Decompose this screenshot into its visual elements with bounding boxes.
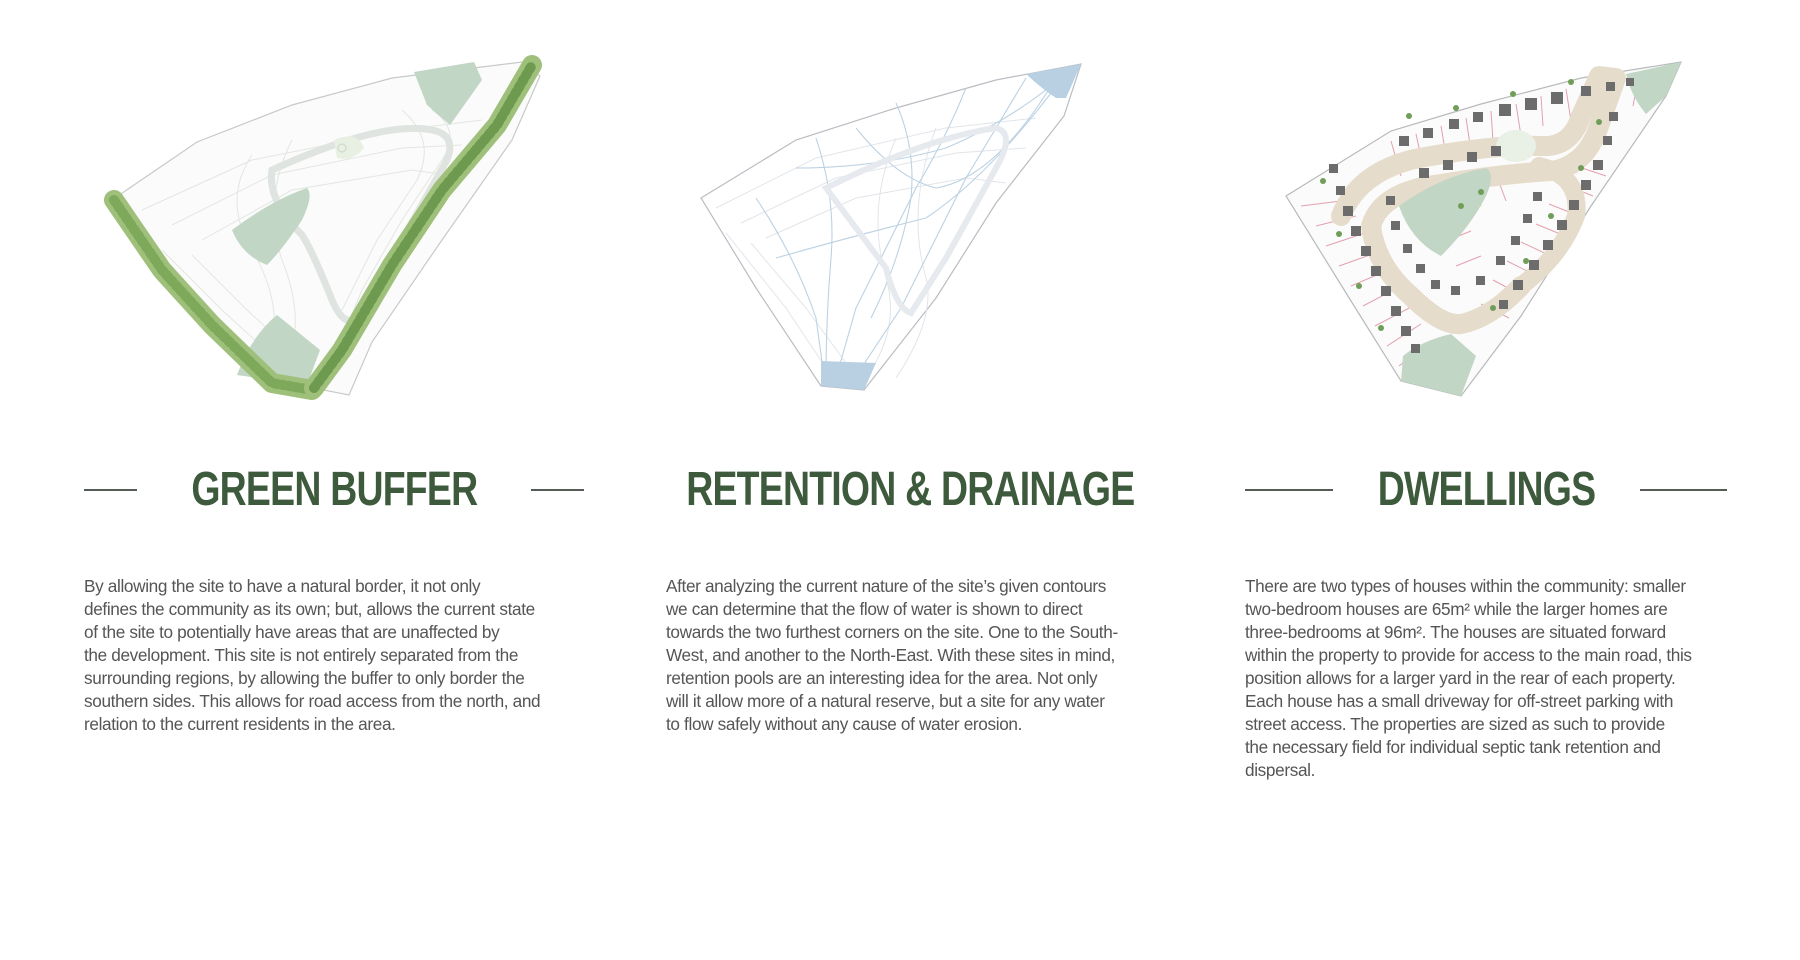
drainage-site-plan <box>696 58 1096 408</box>
text-line: retention pools are an interesting idea for the area. Not only <box>666 668 1098 688</box>
text-line: will it allow more of a natural reserve, but a site for any water <box>666 691 1105 711</box>
text-line: After analyzing the current nature of the site’s given contours <box>666 576 1107 596</box>
panel-dwellings <box>1245 0 1727 960</box>
text-line: dispersal. <box>1245 760 1316 780</box>
section-heading <box>1245 455 1727 525</box>
text-line: position allows for a larger yard in the rear of each property. <box>1245 668 1676 688</box>
text-line: street access. The properties are sized as such to provide <box>1245 714 1665 734</box>
text-line: relation to the current residents in the area. <box>84 714 396 734</box>
section-description <box>1245 575 1727 782</box>
text-line: By allowing the site to have a natural border, it not only <box>84 576 481 596</box>
section-title: DWELLINGS <box>1377 463 1595 516</box>
text-line: two-bedroom houses are 65m² while the larger homes are <box>1245 599 1668 619</box>
section-title: RETENTION & DRAINAGE <box>685 463 1135 516</box>
section-description <box>84 575 584 736</box>
text-line: surrounding regions, by allowing the buffer to only border the <box>84 668 525 688</box>
text-line: we can determine that the flow of water is shown to direct <box>666 599 1083 619</box>
text-line: West, and another to the North-East. With these sites in mind, <box>666 645 1115 665</box>
text-line: the development. This site is not entirely separated from the <box>84 645 519 665</box>
text-line: There are two types of houses within the community: smaller <box>1245 576 1686 596</box>
green-buffer-site-plan <box>102 50 542 410</box>
heading-rule-left <box>1245 489 1333 491</box>
panel-retention-drainage <box>666 0 1154 960</box>
section-description <box>666 575 1154 736</box>
dwellings-site-plan <box>1281 56 1691 406</box>
text-line: defines the community as its own; but, allows the current state <box>84 599 535 619</box>
text-line: the necessary field for individual septic tank retention and <box>1245 737 1661 757</box>
text-line: within the property to provide for access to the main road, this <box>1245 645 1692 665</box>
text-line: towards the two furthest corners on the site. One to the South- <box>666 622 1118 642</box>
text-line: three-bedrooms at 96m². The houses are situated forward <box>1245 622 1666 642</box>
section-title: GREEN BUFFER <box>190 463 478 516</box>
heading-rule-right <box>531 489 584 491</box>
heading-rule-right <box>1640 489 1728 491</box>
text-line: southern sides. This allows for road access from the north, and <box>84 691 541 711</box>
panel-green-buffer <box>84 0 584 960</box>
heading-rule-left <box>84 489 137 491</box>
text-line: to flow safely without any cause of water erosion. <box>666 714 1023 734</box>
text-line: of the site to potentially have areas that are unaffected by <box>84 622 500 642</box>
section-heading <box>666 455 1154 525</box>
section-heading <box>84 455 584 525</box>
text-line: Each house has a small driveway for off-street parking with <box>1245 691 1674 711</box>
